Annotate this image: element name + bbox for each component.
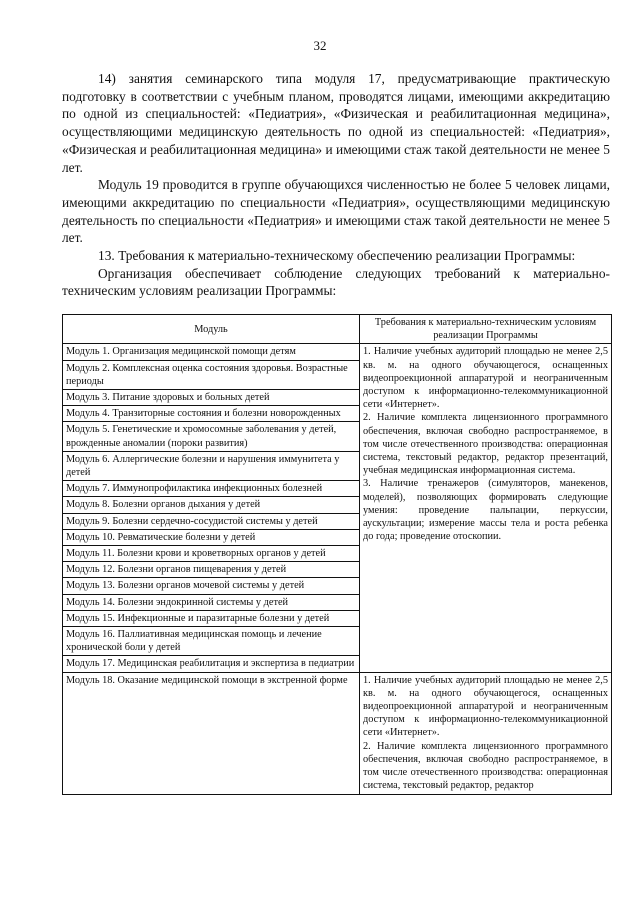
module-cell: Модуль 17. Медицинская реабилитация и экспертиза в педиатрии <box>63 656 360 672</box>
module-cell: Модуль 3. Питание здоровых и больных детей <box>63 390 360 406</box>
table-row <box>63 672 612 794</box>
module-cell: Модуль 8. Болезни органов дыхания у детей <box>63 497 360 513</box>
table-header-row <box>63 315 612 344</box>
module-cell: Модуль 2. Комплексная оценка состояния здоровья. Возрастные периоды <box>63 360 360 389</box>
module-cell: Модуль 12. Болезни органов пищеварения у детей <box>63 562 360 578</box>
requirements-cell <box>360 672 612 794</box>
module-cell: Модуль 9. Болезни сердечно-сосудистой системы у детей <box>63 513 360 529</box>
requirements-table <box>62 314 612 795</box>
paragraph-module-19: Модуль 19 проводится в группе обучающихся численностью не более 5 человек лицами, имеющими аккредитацию по специальности «Педиатрия», осуществляющими медицинскую деятельность по специальности «Педиатрия» и имеющими стаж такой деятельности не менее 5 лет. <box>62 177 610 246</box>
page-number: 32 <box>313 38 327 53</box>
module-cell: Модуль 16. Паллиативная медицинская помощь и лечение хронической боли у детей <box>63 627 360 656</box>
table-body <box>63 344 612 672</box>
module-cell: Модуль 10. Ревматические болезни у детей <box>63 529 360 545</box>
module-cell: Модуль 18. Оказание медицинской помощи в экстренной форме <box>63 672 360 794</box>
paragraph-section-13: 13. Требования к материально-техническому обеспечению реализации Программы: <box>98 248 576 264</box>
module-cell: Модуль 14. Болезни эндокринной системы у детей <box>63 594 360 610</box>
paragraph-practical-training: 14) занятия семинарского типа модуля 17, предусматривающие практическую подготовку в соответствии с учебным планом, проводятся лицами, имеющими аккредитацию по одной из специальностей: «Педиатрия», «Физическая и реабилитационная медицина», осуществляющими медицинскую деятельность по одной из специальностей: «Педиатрия», «Физическая и реабилитационная медицина» и имеющими стаж такой деятельности не менее 5 лет. <box>62 71 610 175</box>
requirement-item: 3. Наличие тренажеров (симуляторов, манекенов, моделей), позволяющих формировать следующие умения: проведение пальпации, перкуссии, аускультации; измерение массы тела и роста ребенка до года; проведение отоскопии. <box>363 478 608 543</box>
paragraph-organization-requirements: Организация обеспечивает соблюдение следующих требований к материально-техническим условиям реализации Программы: <box>62 265 610 299</box>
body-text <box>62 70 610 300</box>
module-cell: Модуль 11. Болезни крови и кроветворных органов у детей <box>63 546 360 562</box>
requirement-item: 1. Наличие учебных аудиторий площадью не менее 2,5 кв. м. на одного обучающегося, оснащенных видеопроекционной аппаратурой и неограниченным доступом к информационно-телекоммуникационной сети «Интернет». <box>363 346 608 411</box>
requirement-item: 2. Наличие комплекта лицензионного программного обеспечения, включая свободно распространяемое, в том числе отечественного производства: операционная система, текстовый редактор, редактор <box>363 740 608 792</box>
requirements-cell <box>360 344 612 672</box>
module-cell: Модуль 1. Организация медицинской помощи детям <box>63 344 360 360</box>
module-cell: Модуль 6. Аллергические болезни и нарушения иммунитета у детей <box>63 451 360 480</box>
table-row <box>63 344 612 360</box>
header-module: Модуль <box>63 315 360 344</box>
requirement-item: 2. Наличие комплекта лицензионного программного обеспечения, включая свободно распространяемое, в том числе отечественного производства: операционная система, текстовый редактор, редактор презентаций, учебная медицинская информационная система. <box>363 412 608 477</box>
module-cell: Модуль 4. Транзиторные состояния и болезни новорожденных <box>63 406 360 422</box>
module-cell: Модуль 13. Болезни органов мочевой системы у детей <box>63 578 360 594</box>
header-requirements: Требования к материально-техническим условиям реализации Программы <box>360 315 612 344</box>
module-cell: Модуль 15. Инфекционные и паразитарные болезни у детей <box>63 610 360 626</box>
module-cell: Модуль 7. Иммунопрофилактика инфекционных болезней <box>63 481 360 497</box>
module-cell: Модуль 5. Генетические и хромосомные заболевания у детей, врожденные аномалии (пороки развития) <box>63 422 360 451</box>
requirement-item: 1. Наличие учебных аудиторий площадью не менее 2,5 кв. м. на одного обучающегося, оснащенных видеопроекционной аппаратурой и неограниченным доступом к информационно-телекоммуникационной сети «Интернет». <box>363 674 608 739</box>
